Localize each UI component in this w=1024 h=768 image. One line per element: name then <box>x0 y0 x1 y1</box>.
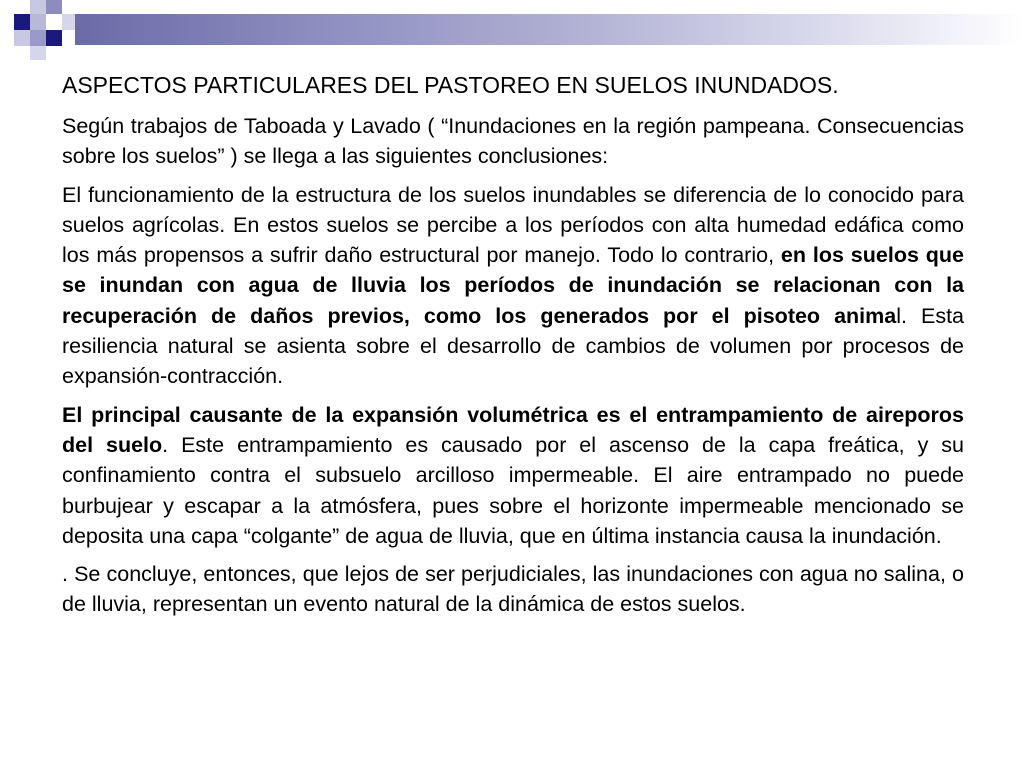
decor-square-dark <box>46 30 62 46</box>
decor-square-light <box>14 30 30 46</box>
paragraph-text: . Este entrampamiento es causado por el ascenso de la capa freática, y su confinamiento contra el subsuelo arcilloso impermeable. El aire entrampado no puede burbujear y escapar a la atmósfera, pues sobre el horizonte impermeable mencionado se deposita una capa “colgante” de agua de lluvia, que en última instancia causa la inundación. <box>62 432 964 548</box>
decor-square-mid <box>46 0 62 14</box>
decor-square-light <box>62 14 75 30</box>
paragraph-text: El funcionamiento de la estructura de los suelos inundables se diferencia de lo conocido para suelos agrícolas. En estos suelos se percibe a los períodos con alta humedad edáfica como los más propensos a sufrir daño estructural por manejo. Todo lo contrario, <box>62 182 964 268</box>
paragraph-expansion <box>62 400 964 551</box>
slide-title: ASPECTOS PARTICULARES DEL PASTOREO EN SUELOS INUNDADOS. <box>62 72 839 98</box>
decor-square-light <box>30 0 46 14</box>
header-decoration <box>0 0 1024 60</box>
paragraph-bold-text: El principal causante de la expansión volumétrica es el entrampamiento de aireporos del suelo <box>62 402 964 457</box>
paragraph-bold-text: en los suelos que se inundan con agua de lluvia los períodos de inundación se relacionan con la recuperación de daños previos, como los generados por el pisoteo anima <box>62 243 964 328</box>
decor-square-dark <box>14 14 30 30</box>
paragraph-conclusion: . Se concluye, entonces, que lejos de ser perjudiciales, las inundaciones con agua no salina, o de lluvia, representan un evento natural de la dinámica de estos suelos. <box>62 562 964 617</box>
paragraph-structure <box>62 180 964 392</box>
paragraph-text: l. Esta resiliencia natural se asienta sobre el desarrollo de cambios de volumen por procesos de expansión-contracción. <box>62 303 964 389</box>
paragraph-intro: Según trabajos de Taboada y Lavado ( “Inundaciones en la región pampeana. Consecuencias sobre los suelos” ) se llega a las siguientes conclusiones: <box>62 114 964 169</box>
decor-square-mid <box>30 30 46 46</box>
slide-body <box>62 70 964 628</box>
decor-square-light <box>30 14 46 30</box>
header-gradient-bar <box>75 14 1024 45</box>
decor-square-light <box>30 46 46 60</box>
